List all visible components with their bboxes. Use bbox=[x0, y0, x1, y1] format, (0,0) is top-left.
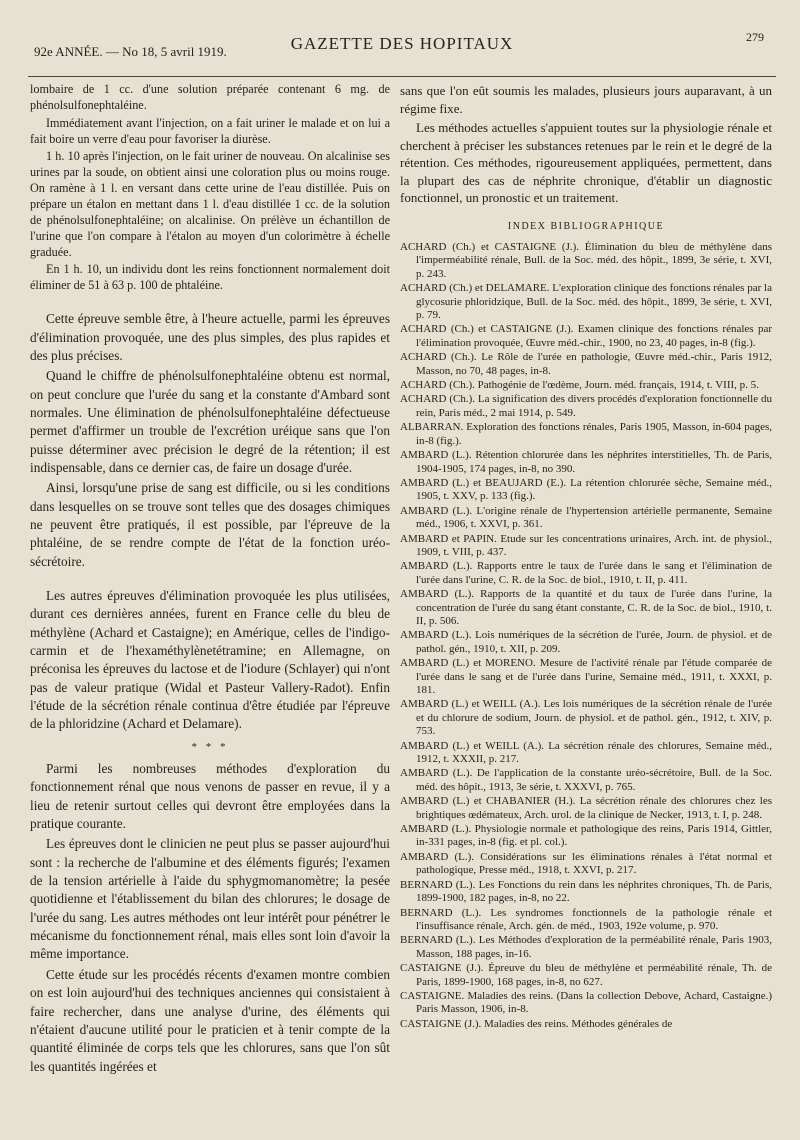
paragraph-group-conclusion bbox=[30, 760, 390, 1076]
paragraph-group-intro bbox=[400, 82, 772, 207]
page-number: 279 bbox=[746, 30, 764, 44]
bibliography-list bbox=[400, 241, 772, 1031]
bibliography-entry: AMBARD (L.) et MORENO. Mesure de l'activité rénale par l'étude comparée de l'urée dans le sang et de l'urée dans l'urine, Semaine méd., 1911, t. XXXI, p. 181. bbox=[400, 657, 772, 697]
bibliography-entry: AMBARD (L.). Rapports de la quantité et du taux de l'urée dans l'urine, la concentration de l'urée du sang étant constante, C. R. de la Soc. de biol., 1910, t. II, p. 506. bbox=[400, 588, 772, 627]
bibliography-entry: ACHARD (Ch.) et DELAMARE. L'exploration clinique des fonctions rénales par la glycosurie phloridzique, Bull. de la Soc. méd. des hôpit., 1899, 3e série, t. XVI, p. 79. bbox=[400, 282, 772, 322]
paragraph: Cette étude sur les procédés récents d'examen montre combien on est loin aujourd'hui des techniques anciennes qui consistaient à faire rechercher, dans une analyse d'urine, des éléments qui n'étaient d'aucune utilité pour le praticien et à tenir compte de la quantité éliminée de corps tels que les chlorures, sans que l'on sût les quantités ingérées et bbox=[30, 966, 390, 1074]
paragraph-group-procedure bbox=[30, 82, 390, 294]
bibliography-entry: AMBARD (L.). Physiologie normale et pathologique des reins, Paris 1914, Gittler, in-331 pages, in-8 (fig. et pl. col.). bbox=[400, 823, 772, 849]
left-column bbox=[30, 82, 390, 1132]
bibliography-entry: BERNARD (L.). Les Méthodes d'exploration de la perméabilité rénale, Paris 1903, Masson, 188 pages, in-16. bbox=[400, 934, 772, 960]
paragraph: Quand le chiffre de phénolsulfonephtaléine obtenu est normal, on peut conclure que l'urée du sang et la constante d'Ambard sont normales. Une élimination de phénolsulfonephtaléine défectueuse permet d'affirmer un trouble de l'excrétion uréique sans que l'on puisse déterminer avec précision le degré de la rétention; il est indispensable, dans ce dernier cas, de faire un dosage d'urée. bbox=[30, 368, 390, 475]
paragraph: Les épreuves dont le clinicien ne peut plus se passer aujourd'hui sont : la recherche de l'albumine et des éléments figurés; l'examen de la tension artérielle à l'aide du sphygmomanomètre; la pesée quotidienne et l'établissement du bilan des chlorures; le dosage de l'urée du sang. Les autres méthodes ont leur intérêt pour pénétrer le mécanisme du fonctionnement rénal, mais elles sont loin d'avoir la même importance. bbox=[30, 836, 390, 962]
bibliography-entry: AMBARD (L.). De l'application de la constante uréo-sécrétoire, Bull. de la Soc. méd. des hôpit., 1913, 3e série, t. XXXVI, p. 765. bbox=[400, 767, 772, 793]
paragraph: sans que l'on eût soumis les malades, plusieurs jours auparavant, à un régime fixe. bbox=[400, 83, 772, 116]
paragraph: En 1 h. 10, un individu dont les reins fonctionnent normalement doit éliminer de 51 à 63 p. 100 de phtaléine. bbox=[30, 262, 390, 293]
bibliography-entry: AMBARD (L.). Considérations sur les éliminations rénales à l'état normal et pathologique, Presse méd., 1918, t. XXVI, p. 217. bbox=[400, 850, 772, 877]
journal-title: GAZETTE DES HOPITAUX bbox=[290, 34, 514, 53]
bibliography-entry: BERNARD (L.). Les syndromes fonctionnels de la pathologie rénale et l'insuffisance rénale, Arch. gén. de méd., 1903, 192e volume, p. 970. bbox=[400, 906, 772, 932]
bibliography-entry: ACHARD (Ch.). Le Rôle de l'urée en pathologie, Œuvre méd.-chir., Paris 1912, Masson, no 70, 48 pages, in-8. bbox=[400, 351, 772, 377]
paragraph: Les méthodes actuelles s'appuient toutes sur la physiologie rénale et cherchent à préciser les substances retenues par le rein et le degré de la rétention. Ces méthodes, rigoureusement appliquées, permettent, dans la plupart des cas de néphrite chronique, d'établir un diagnostic fonctionnel, un pronostic et un traitement. bbox=[400, 120, 772, 206]
bibliography-entry: CASTAIGNE (J.). Maladies des reins. Méthodes générales de bbox=[400, 1017, 673, 1030]
paragraph: Cette épreuve semble être, à l'heure actuelle, parmi les épreuves d'élimination provoquée, une des plus simples, des plus rapides et des plus précises. bbox=[30, 311, 390, 363]
bibliography-entry: ACHARD (Ch.) et CASTAIGNE (J.). Élimination du bleu de méthylène dans l'imperméabilité rénale, Bull. de la Soc. méd. des hôpit., 1899, 3e série, t. XVI, p. 243. bbox=[400, 241, 772, 280]
paragraph: 1 h. 10 après l'injection, on le fait uriner de nouveau. On alcalinise ses urines par la soude, on obtient ainsi une coloration plus ou moins rouge. On ramène à 1 l. en versant dans cette urine de l'eau distillée. Puis on prépare un étalon en mettant dans 1 l. d'eau distillée 1 cc. de la solution de phénolsulfonephtaléine; on alcalinise. On prélève un échantillon de l'urine que l'on compare à l'étalon au moyen d'un colorimètre à échelle graduée. bbox=[30, 149, 390, 259]
bibliography-entry: AMBARD (L.). Rétention chlorurée dans les néphrites interstitielles, Th. de Paris, 1904-1905, 174 pages, in-8, no 390. bbox=[400, 449, 772, 475]
bibliography-entry: AMBARD (L.) et CHABANIER (H.). La sécrétion rénale des chlorures chez les brightiques œdémateux, Arch. urol. de la clinique de Necker, 1913, t. I, p. 248. bbox=[400, 795, 772, 821]
paragraph: Les autres épreuves d'élimination provoquée les plus utilisées, durant ces dernières années, furent en France celle du bleu de méthylène (Achard et Castaigne); en Amérique, celles de l'indigo-carmin et de l'hexaméthylènetétramine; en Allemagne, on préconisa les épreuves du lactose et de l'iodure (Schlayer) qui n'ont pas de valeur pratique (Widal et Pasteur Vallery-Radot). Enfin l'étude de la sécrétion rénale continua d'être étudiée par l'épreuve de la phloridzine (Achard et Delamare). bbox=[30, 587, 390, 732]
bibliography-entry: ACHARD (Ch.). Pathogénie de l'œdème, Journ. méd. français, 1914, t. VIII, p. 5. bbox=[400, 379, 759, 392]
bibliography-entry: ALBARRAN. Exploration des fonctions rénales, Paris 1905, Masson, in-604 pages, in-8 (fig.). bbox=[400, 421, 772, 447]
bibliography-entry: CASTAIGNE. Maladies des reins. (Dans la collection Debove, Achard, Castaigne.) Paris Masson, 1906, in-8. bbox=[400, 989, 772, 1016]
bibliography-entry: AMBARD (L.) et WEILL (A.). Les lois numériques de la sécrétion rénale de l'urée et du chlorure de sodium, Journ. de physiol. et de pathol. gén., 1912, t. XIV, p. 753. bbox=[400, 698, 772, 738]
page-header bbox=[28, 16, 776, 77]
bibliography-entry: AMBARD (L.). Lois numériques de la sécrétion de l'urée, Journ. de physiol. et de pathol. gén., 1910, t. XII, p. 209. bbox=[400, 629, 772, 655]
bibliography-entry: AMBARD (L.). Rapports entre le taux de l'urée dans le sang et l'élimination de l'urée dans l'urine, C. R. de la Soc. de biol., 1910, t. II, p. 411. bbox=[400, 560, 772, 586]
paragraph-group-phtaleine bbox=[30, 310, 390, 571]
bibliography-entry: AMBARD (L.) et WEILL (A.). La sécrétion rénale des chlorures, Semaine méd., 1912, t. XXXII, p. 217. bbox=[400, 739, 772, 766]
paragraph: Parmi les nombreuses méthodes d'exploration du fonctionnement rénal que nous venons de passer en revue, il y a lieu de retenir surtout celles qui devront être employées dans la pratique courante. bbox=[30, 761, 390, 832]
paragraph: Immédiatement avant l'injection, on a fait uriner le malade et on lui a fait boire un verre d'eau pour favoriser la diurèse. bbox=[30, 115, 390, 146]
bibliography-entry: AMBARD (L.). L'origine rénale de l'hypertension artérielle permanente, Semaine méd., 1906, t. XXVI, p. 361. bbox=[400, 504, 772, 531]
bibliography-entry: ACHARD (Ch.) et CASTAIGNE (J.). Examen clinique des fonctions rénales par l'élimination provoquée, Œuvre méd.-chir., 1900, no 23, 40 pages, in-8 (fig.). bbox=[400, 323, 772, 349]
bibliography-entry: AMBARD et PAPIN. Etude sur les concentrations urinaires, Arch. int. de physiol., 1909, t. VIII, p. 437. bbox=[400, 532, 772, 558]
bibliography-entry: CASTAIGNE (J.). Épreuve du bleu de méthylène et perméabilité rénale, Th. de Paris, 1899-1900, 168 pages, in-8, no 627. bbox=[400, 962, 772, 988]
right-column bbox=[400, 82, 772, 1132]
bibliography-title: INDEX BIBLIOGRAPHIQUE bbox=[507, 220, 665, 232]
paragraph: Ainsi, lorsqu'une prise de sang est difficile, ou si les conditions dans lesquelles on se trouve sont telles que des dosages chimiques ne peuvent être pratiqués, il est possible, par l'épreuve de la phtaléine, de se rendre compte de l'état de la fonction uréo-sécrétoire. bbox=[30, 480, 390, 569]
issue-info: 92e ANNÉE. — No 18, 5 avril 1919. bbox=[34, 44, 227, 59]
paragraph-group-other-tests bbox=[30, 587, 390, 734]
paragraph: lombaire de 1 cc. d'une solution préparée contenant 6 mg. de phénolsulfonephtaléine. bbox=[30, 82, 390, 112]
bibliography-entry: AMBARD (L.) et BEAUJARD (E.). La rétention chlorurée sèche, Semaine méd., 1905, t. XXV, p. 133 (fig.). bbox=[400, 476, 772, 503]
bibliography-entry: BERNARD (L.). Les Fonctions du rein dans les néphrites chroniques, Th. de Paris, 1899-1900, 182 pages, in-8, no 22. bbox=[400, 878, 772, 905]
section-separator: * * * bbox=[191, 740, 229, 753]
bibliography-entry: ACHARD (Ch.). La signification des divers procédés d'exploration fonctionnelle du rein, Paris méd., 2 mai 1914, p. 549. bbox=[400, 393, 772, 419]
